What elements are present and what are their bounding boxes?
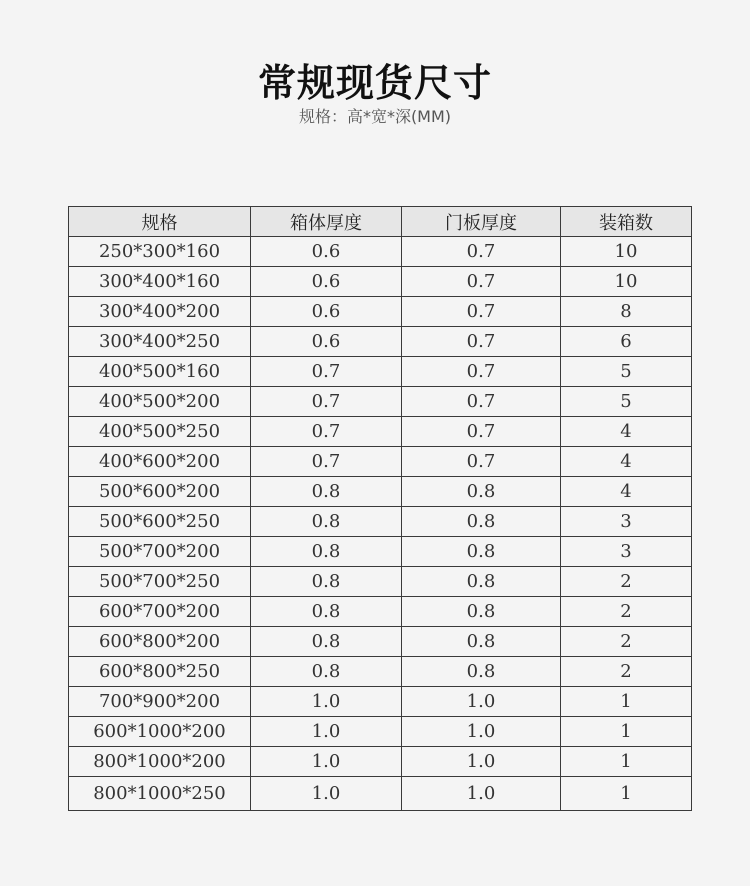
table-row xyxy=(69,447,692,477)
table-body xyxy=(69,237,692,811)
page-title: 常规现货尺寸 xyxy=(257,61,492,105)
spec-table xyxy=(68,206,692,811)
door-thickness-cell: 0.8 xyxy=(402,477,561,507)
body-thickness-cell: 1.0 xyxy=(251,687,402,717)
table-row xyxy=(69,537,692,567)
spec-cell: 800*1000*200 xyxy=(69,747,251,777)
spec-cell: 400*600*200 xyxy=(69,447,251,477)
box-quantity-cell: 10 xyxy=(561,237,692,267)
spec-cell: 250*300*160 xyxy=(69,237,251,267)
page-subtitle: 规格：高*宽*深(MM) xyxy=(298,107,452,126)
body-thickness-cell: 0.7 xyxy=(251,417,402,447)
box-quantity-cell: 4 xyxy=(561,447,692,477)
spec-cell: 600*800*250 xyxy=(69,657,251,687)
spec-cell: 600*700*200 xyxy=(69,597,251,627)
table-row xyxy=(69,237,692,267)
box-quantity-cell: 1 xyxy=(561,687,692,717)
box-quantity-cell: 2 xyxy=(561,567,692,597)
table-row xyxy=(69,777,692,811)
body-thickness-cell: 0.6 xyxy=(251,297,402,327)
table-row xyxy=(69,657,692,687)
box-quantity-cell: 3 xyxy=(561,507,692,537)
box-quantity-cell: 8 xyxy=(561,297,692,327)
table-row xyxy=(69,267,692,297)
table-row xyxy=(69,687,692,717)
door-thickness-cell: 1.0 xyxy=(402,687,561,717)
box-quantity-cell: 2 xyxy=(561,657,692,687)
table-row xyxy=(69,717,692,747)
spec-cell: 500*600*250 xyxy=(69,507,251,537)
box-quantity-cell: 4 xyxy=(561,477,692,507)
table-row xyxy=(69,477,692,507)
spec-cell: 400*500*160 xyxy=(69,357,251,387)
table-row xyxy=(69,417,692,447)
table-row xyxy=(69,327,692,357)
box-quantity-cell: 5 xyxy=(561,387,692,417)
body-thickness-cell: 0.8 xyxy=(251,657,402,687)
door-thickness-cell: 0.8 xyxy=(402,597,561,627)
box-quantity-cell: 6 xyxy=(561,327,692,357)
box-quantity-cell: 1 xyxy=(561,717,692,747)
body-thickness-cell: 0.7 xyxy=(251,447,402,477)
door-thickness-cell: 0.7 xyxy=(402,387,561,417)
spec-cell: 600*800*200 xyxy=(69,627,251,657)
door-thickness-cell: 0.7 xyxy=(402,417,561,447)
spec-cell: 500*700*250 xyxy=(69,567,251,597)
box-quantity-cell: 10 xyxy=(561,267,692,297)
column-header-door-thickness: 门板厚度 xyxy=(402,207,561,237)
spec-cell: 300*400*250 xyxy=(69,327,251,357)
body-thickness-cell: 0.8 xyxy=(251,507,402,537)
door-thickness-cell: 1.0 xyxy=(402,747,561,777)
spec-cell: 700*900*200 xyxy=(69,687,251,717)
door-thickness-cell: 0.7 xyxy=(402,357,561,387)
door-thickness-cell: 0.7 xyxy=(402,267,561,297)
spec-cell: 500*600*200 xyxy=(69,477,251,507)
table-header-row xyxy=(69,207,692,237)
table-row xyxy=(69,747,692,777)
body-thickness-cell: 1.0 xyxy=(251,777,402,811)
table-row xyxy=(69,357,692,387)
body-thickness-cell: 0.8 xyxy=(251,567,402,597)
box-quantity-cell: 5 xyxy=(561,357,692,387)
spec-cell: 500*700*200 xyxy=(69,537,251,567)
spec-cell: 400*500*250 xyxy=(69,417,251,447)
body-thickness-cell: 0.6 xyxy=(251,267,402,297)
spec-cell: 300*400*160 xyxy=(69,267,251,297)
body-thickness-cell: 0.6 xyxy=(251,237,402,267)
spec-cell: 300*400*200 xyxy=(69,297,251,327)
door-thickness-cell: 1.0 xyxy=(402,777,561,811)
table-row xyxy=(69,297,692,327)
box-quantity-cell: 1 xyxy=(561,777,692,811)
body-thickness-cell: 0.8 xyxy=(251,597,402,627)
door-thickness-cell: 0.8 xyxy=(402,507,561,537)
column-header-body-thickness: 箱体厚度 xyxy=(251,207,402,237)
body-thickness-cell: 0.8 xyxy=(251,627,402,657)
body-thickness-cell: 0.8 xyxy=(251,477,402,507)
body-thickness-cell: 0.7 xyxy=(251,387,402,417)
body-thickness-cell: 0.7 xyxy=(251,357,402,387)
body-thickness-cell: 0.6 xyxy=(251,327,402,357)
column-header-spec: 规格 xyxy=(69,207,251,237)
spec-cell: 600*1000*200 xyxy=(69,717,251,747)
box-quantity-cell: 2 xyxy=(561,627,692,657)
spec-cell: 800*1000*250 xyxy=(69,777,251,811)
door-thickness-cell: 0.8 xyxy=(402,567,561,597)
table-row xyxy=(69,627,692,657)
column-header-box-quantity: 装箱数 xyxy=(561,207,692,237)
spec-cell: 400*500*200 xyxy=(69,387,251,417)
box-quantity-cell: 3 xyxy=(561,537,692,567)
table-row xyxy=(69,597,692,627)
body-thickness-cell: 1.0 xyxy=(251,747,402,777)
door-thickness-cell: 0.8 xyxy=(402,537,561,567)
door-thickness-cell: 1.0 xyxy=(402,717,561,747)
box-quantity-cell: 4 xyxy=(561,417,692,447)
table-row xyxy=(69,507,692,537)
door-thickness-cell: 0.7 xyxy=(402,237,561,267)
body-thickness-cell: 0.8 xyxy=(251,537,402,567)
door-thickness-cell: 0.8 xyxy=(402,627,561,657)
box-quantity-cell: 1 xyxy=(561,747,692,777)
table-row xyxy=(69,387,692,417)
door-thickness-cell: 0.7 xyxy=(402,447,561,477)
box-quantity-cell: 2 xyxy=(561,597,692,627)
body-thickness-cell: 1.0 xyxy=(251,717,402,747)
door-thickness-cell: 0.7 xyxy=(402,327,561,357)
door-thickness-cell: 0.7 xyxy=(402,297,561,327)
door-thickness-cell: 0.8 xyxy=(402,657,561,687)
table-row xyxy=(69,567,692,597)
